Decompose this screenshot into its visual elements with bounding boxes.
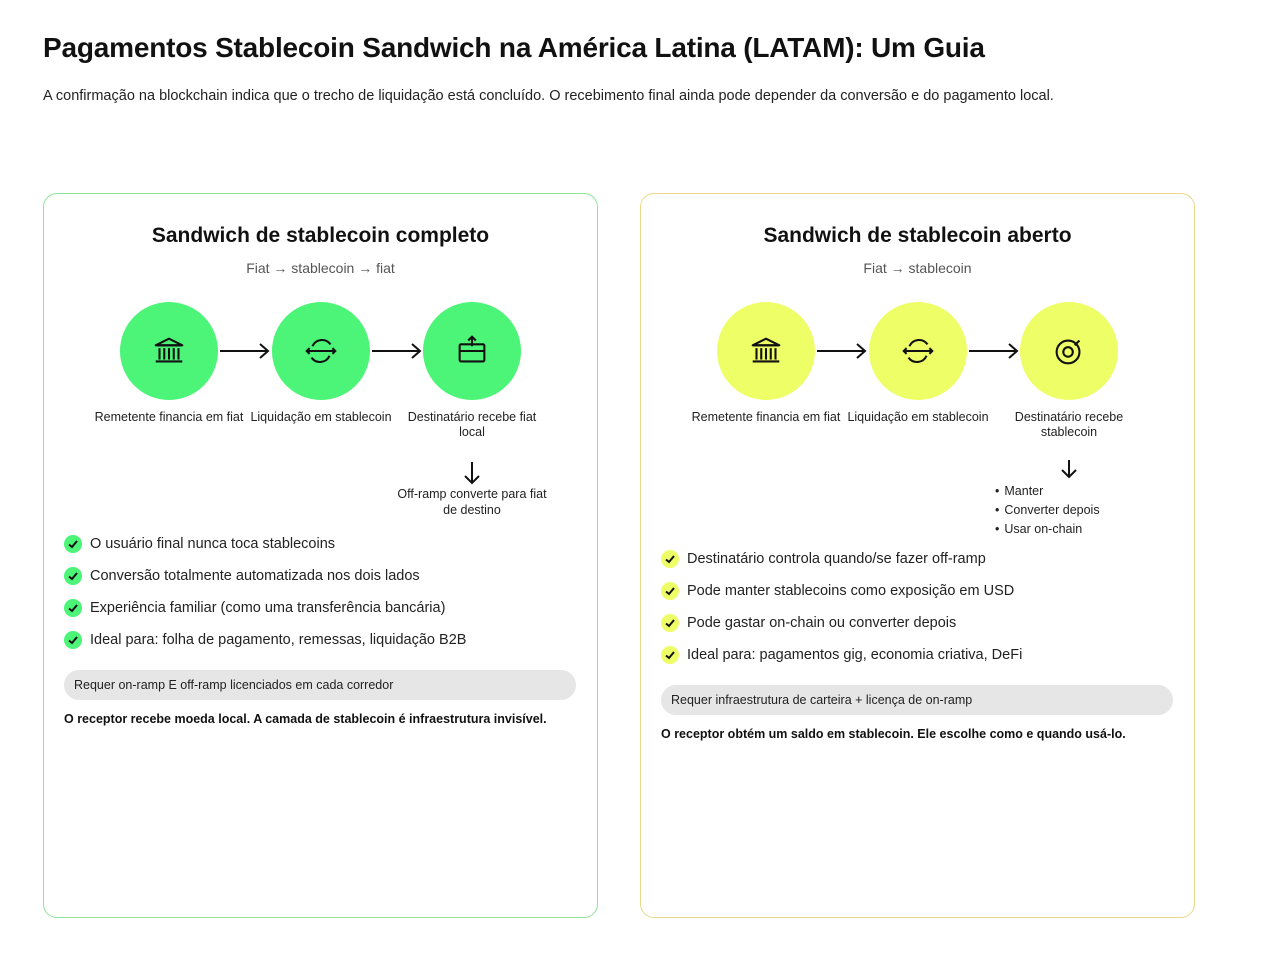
arrow-right-icon xyxy=(370,340,424,362)
panel-title: Sandwich de stablecoin completo xyxy=(151,224,490,247)
feature-item xyxy=(661,543,1022,575)
option-item: • Converter depois xyxy=(995,501,1100,520)
recipient-options xyxy=(995,482,1100,539)
check-icon xyxy=(64,631,82,649)
wallet-icon xyxy=(453,332,491,370)
check-icon xyxy=(661,646,679,664)
feature-item xyxy=(661,607,1022,639)
requirement-badge: Requer on-ramp E off-ramp licenciados em cada corredor xyxy=(64,670,576,700)
feature-text: Ideal para: pagamentos gig, economia criativa, DeFi xyxy=(687,647,1023,663)
bank-icon xyxy=(747,332,785,370)
check-icon xyxy=(661,582,679,600)
panel-open-sandwich xyxy=(640,193,1195,918)
arrow-right-icon xyxy=(218,340,272,362)
feature-item xyxy=(64,624,466,656)
node-recipient xyxy=(423,302,521,400)
node-settlement xyxy=(272,302,370,400)
feature-text: Conversão totalmente automatizada nos dois lados xyxy=(90,568,420,584)
panel-complete-sandwich xyxy=(43,193,598,918)
feature-item xyxy=(661,639,1022,671)
check-icon xyxy=(64,567,82,585)
node-sender xyxy=(717,302,815,400)
exchange-icon xyxy=(302,332,340,370)
node-sender xyxy=(120,302,218,400)
check-icon xyxy=(661,614,679,632)
node-label: Remetente financia em fiat xyxy=(94,410,244,424)
feature-list xyxy=(661,543,1022,671)
arrow-down-icon xyxy=(1059,458,1079,484)
check-icon xyxy=(661,550,679,568)
node-recipient xyxy=(1020,302,1118,400)
panel-title: Sandwich de stablecoin aberto xyxy=(763,224,1072,247)
feature-text: O usuário final nunca toca stablecoins xyxy=(90,536,336,552)
check-icon xyxy=(64,599,82,617)
arrow-right-icon xyxy=(815,340,869,362)
feature-item xyxy=(64,592,466,624)
option-item: • Manter xyxy=(995,482,1100,501)
takeaway-text: O receptor recebe moeda local. A camada de stablecoin é infraestrutura invisível. xyxy=(64,712,547,726)
node-label: Destinatário recebe stablecoin xyxy=(1014,410,1124,439)
target-icon xyxy=(1050,332,1088,370)
feature-list xyxy=(64,528,466,656)
feature-text: Pode manter stablecoins como exposição em USD xyxy=(687,583,1015,599)
check-icon xyxy=(64,535,82,553)
arrow-down-icon xyxy=(462,460,482,486)
feature-text: Ideal para: folha de pagamento, remessas, liquidação B2B xyxy=(90,632,467,648)
page-subtitle: A confirmação na blockchain indica que o trecho de liquidação está concluído. O recebimento final ainda pode depender da conversão e do pagamento local. xyxy=(43,88,1054,104)
exchange-icon xyxy=(899,332,937,370)
node-label: Destinatário recebe fiat local xyxy=(407,410,537,439)
feature-text: Pode gastar on-chain ou converter depois xyxy=(687,615,957,631)
node-settlement xyxy=(869,302,967,400)
node-label: Remetente financia em fiat xyxy=(691,410,841,424)
node-label: Liquidação em stablecoin xyxy=(847,410,989,424)
option-item: • Usar on-chain xyxy=(995,520,1100,539)
feature-item xyxy=(64,528,466,560)
feature-text: Destinatário controla quando/se fazer off-ramp xyxy=(687,551,986,567)
offramp-label: Off-ramp converte para fiat de destino xyxy=(397,487,547,517)
requirement-badge: Requer infraestrutura de carteira + licença de on-ramp xyxy=(661,685,1173,715)
bank-icon xyxy=(150,332,188,370)
page-title: Pagamentos Stablecoin Sandwich na América Latina (LATAM): Um Guia xyxy=(43,32,985,63)
feature-item xyxy=(661,575,1022,607)
flow-label: Fiat → stablecoin xyxy=(863,260,972,276)
flow-label: Fiat → stablecoin → fiat xyxy=(246,260,395,276)
takeaway-text: O receptor obtém um saldo em stablecoin. Ele escolhe como e quando usá-lo. xyxy=(661,727,1126,741)
arrow-right-icon xyxy=(967,340,1021,362)
node-label: Liquidação em stablecoin xyxy=(250,410,392,424)
feature-text: Experiência familiar (como uma transferência bancária) xyxy=(90,600,446,616)
feature-item xyxy=(64,560,466,592)
